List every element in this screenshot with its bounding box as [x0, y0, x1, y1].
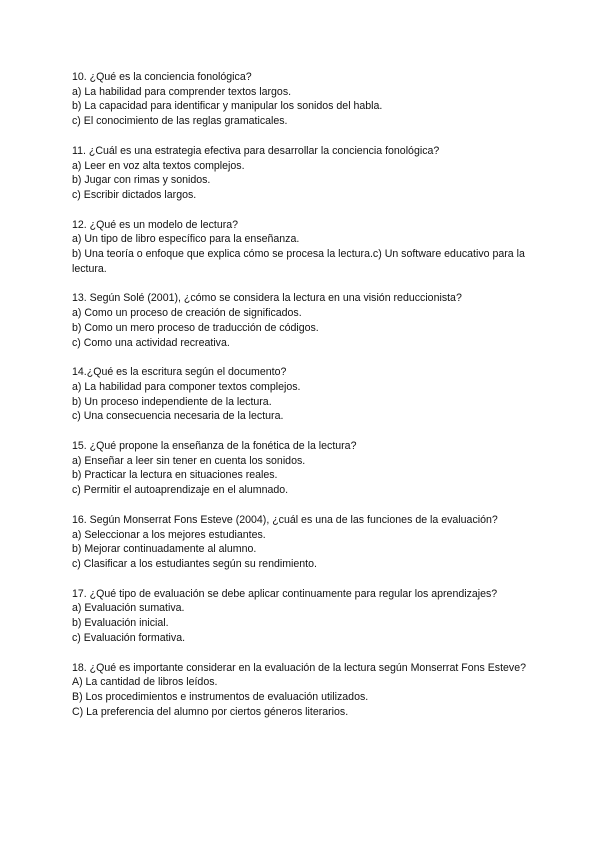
question-14	[72, 365, 542, 424]
option-a: A) La cantidad de libros leídos.	[72, 676, 218, 689]
question-15	[72, 439, 542, 498]
option-a: a) Seleccionar a los mejores estudiantes.	[72, 528, 266, 541]
option-a: a) Un tipo de libro específico para la enseñanza.	[72, 233, 300, 246]
option-b: b) Mejorar continuadamente al alumno.	[72, 543, 257, 556]
option-a: a) Leer en voz alta textos complejos.	[72, 159, 245, 172]
question-17	[72, 587, 542, 646]
option-c: c) El conocimiento de las reglas gramaticales.	[72, 115, 288, 128]
question-12	[72, 218, 542, 277]
question-18	[72, 661, 542, 720]
option-a: a) Enseñar a leer sin tener en cuenta los sonidos.	[72, 454, 306, 467]
question-text: 11. ¿Cuál es una estrategia efectiva para desarrollar la conciencia fonológica?	[72, 144, 440, 157]
option-b: b) La capacidad para identificar y manipular los sonidos del habla.	[72, 100, 383, 113]
question-text: 10. ¿Qué es la conciencia fonológica?	[72, 71, 252, 83]
option-a: a) Evaluación sumativa.	[72, 602, 185, 615]
document-page	[72, 70, 542, 734]
option-c: c) Como una actividad recreativa.	[72, 336, 230, 349]
option-c: c) Escribir dictados largos.	[72, 188, 197, 201]
question-text: 14.¿Qué es la escritura según el documento?	[72, 366, 287, 379]
question-text: 13. Según Solé (2001), ¿cómo se considera la lectura en una visión reduccionista?	[72, 292, 462, 305]
option-c: C) La preferencia del alumno por ciertos géneros literarios.	[72, 705, 349, 718]
question-text: 18. ¿Qué es importante considerar en la evaluación de la lectura según Monserrat Fons Esteve?	[72, 661, 527, 674]
option-c: c) Clasificar a los estudiantes según su rendimiento.	[72, 557, 317, 570]
question-text: 15. ¿Qué propone la enseñanza de la fonética de la lectura?	[72, 440, 357, 453]
question-text: 16. Según Monserrat Fons Esteve (2004), ¿cuál es una de las funciones de la evaluación?	[72, 513, 498, 526]
question-16	[72, 513, 542, 572]
option-b-and-c: b) Una teoría o enfoque que explica cómo se procesa la lectura.c) Un software educativo para la lectura.	[72, 248, 525, 275]
question-13	[72, 291, 542, 350]
option-a: a) La habilidad para componer textos complejos.	[72, 380, 301, 393]
option-b: b) Como un mero proceso de traducción de códigos.	[72, 321, 319, 334]
option-a: a) La habilidad para comprender textos largos.	[72, 85, 292, 98]
option-c: c) Evaluación formativa.	[72, 631, 186, 644]
question-10	[72, 70, 542, 129]
option-b: b) Un proceso independiente de la lectura.	[72, 395, 272, 408]
option-c: c) Permitir el autoaprendizaje en el alumnado.	[72, 484, 289, 497]
option-b: B) Los procedimientos e instrumentos de evaluación utilizados.	[72, 690, 369, 703]
option-c: c) Una consecuencia necesaria de la lectura.	[72, 410, 284, 423]
option-a: a) Como un proceso de creación de significados.	[72, 307, 302, 320]
question-11	[72, 144, 542, 203]
question-text: 17. ¿Qué tipo de evaluación se debe aplicar continuamente para regular los aprendizajes?	[72, 587, 498, 600]
option-b: b) Jugar con rimas y sonidos.	[72, 174, 211, 187]
question-text: 12. ¿Qué es un modelo de lectura?	[72, 218, 239, 231]
option-b: b) Evaluación inicial.	[72, 617, 169, 630]
option-b: b) Practicar la lectura en situaciones reales.	[72, 469, 278, 482]
